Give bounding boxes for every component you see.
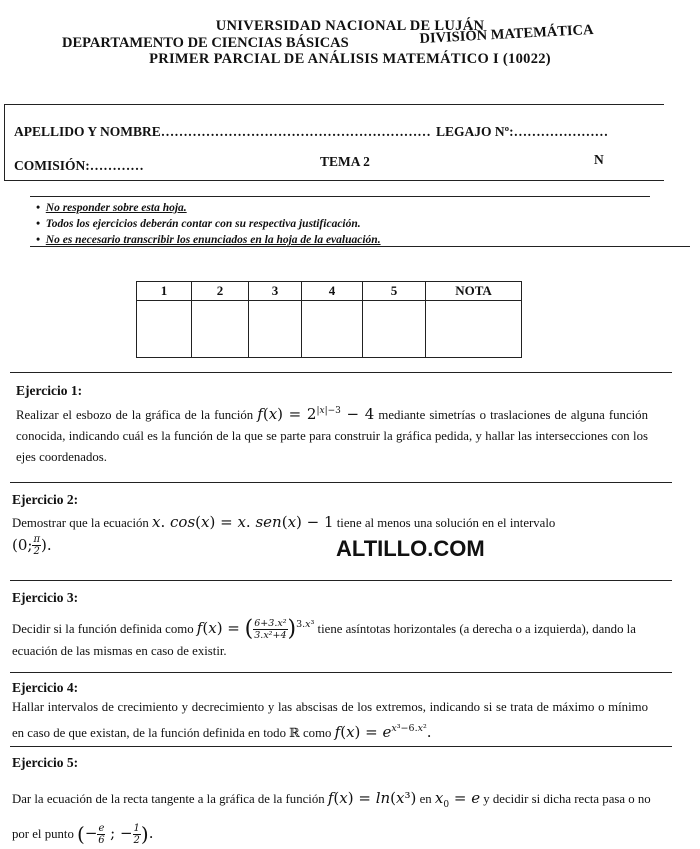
exercise-2-interval: (0; $\frac{\pi}{2}$ ). [12,534,52,557]
grade-cell [137,301,192,358]
note-item: • Todos los ejercicios deberán contar con su respectiva justificación. [36,218,361,230]
grade-header: NOTA [426,282,522,301]
separator [10,672,672,673]
legajo-field-label: LEGAJO Nº:………………… [436,124,609,139]
grade-cell [363,301,426,358]
exercise-2-title: Ejercicio 2: [12,492,79,507]
tema-label: TEMA 2 [320,154,370,169]
division-name: DIVISIÓN MATEMÁTICA [419,21,594,48]
exercise-2-formula: x. cos(x) = x. sen(x) − 1 [152,513,334,531]
grade-header: 1 [137,282,192,301]
notes-list [36,200,381,248]
form-top-border [4,104,664,105]
n-label: N [594,152,604,167]
grades-table [136,281,522,358]
exercise-5-point: $x_0 = e$ [434,789,481,810]
separator [10,746,672,747]
form-bottom-border [4,180,664,181]
grade-cell [302,301,363,358]
department-name: DEPARTAMENTO DE CIENCIAS BÁSICAS [62,35,349,51]
exercise-1-text: Realizar el esbozo de la gráfica de la función $f(x) = 2^{|x|-3} - 4$ mediante simetrías o traslaciones de alguna función conocida, indicando cuál es la función de la que se parte para construir la gráfica pedida, y hallar las intersecciones con los ejes coordenados. [16,405,648,464]
grade-header: 3 [249,282,302,301]
exercise-3-formula: f(x) = ( $\frac{\text{6+3.x²}}{\text{3.x²+4}}$ )$^{3.x^3}$ [196,616,315,642]
exam-title: PRIMER PARCIAL DE ANÁLISIS MATEMÁTICO I (10022) [149,51,551,67]
separator [10,482,672,483]
grade-header: 2 [192,282,249,301]
exercise-4-title: Ejercicio 4: [12,680,79,695]
exercise-5-title: Ejercicio 5: [12,755,79,770]
watermark: ALTILLO.COM [336,536,485,561]
university-name: UNIVERSIDAD NACIONAL DE LUJÁN [215,18,485,34]
grade-cell [426,301,522,358]
comision-field-label: COMISIÓN:………… [14,158,144,173]
grade-cell [249,301,302,358]
notes-bottom-line [30,246,690,247]
exercise-3-text: Decidir si la función definida como f(x) = ( $\frac{\text{6+3.x²}}{\text{3.x²+4}}$ )$^{3.x^3}$ tiene asíntotas horizontales (a derecha o a izquierda), dando la ecuación de las mismas en caso de existir. [12,616,636,658]
separator [10,372,672,373]
exercise-4-formula: $f(x) = e^{x^3-6.x^2}$. [334,723,432,741]
exercise-4-text: Hallar intervalos de crecimiento y decrecimiento y las abscisas de los extremos, indicando si se trata de máximo o mínimo en caso de que existan, de la función definida en todo ℝ como $f(x) = e^{x^3-6.x^2}$. [12,700,648,741]
exercise-5-formula: f(x) = ln(x³) [327,789,417,807]
grade-header: 4 [302,282,363,301]
separator [10,580,672,581]
exercise-1-formula: $f(x) = 2^{|x|-3} - 4$ [257,405,375,423]
form-left-border [4,104,5,180]
notes-top-line [30,196,650,197]
note-item: • No responder sobre esta hoja. [36,202,187,214]
name-field-label: APELLIDO Y NOMBRE…………………………………………………… [14,124,431,139]
exercise-1-title: Ejercicio 1: [16,383,83,398]
exercise-5-text: Dar la ecuación de la recta tangente a la gráfica de la función f(x) = ln(x³) en $x_0 = e$ y decidir si dicha recta pasa o no por el punto (− $\frac{e}{6}$ ; − $\frac{1}{2}$ ). [12,789,651,846]
grade-cell [192,301,249,358]
exercise-2-text: Demostrar que la ecuación x. cos(x) = x. sen(x) − 1 tiene al menos una solución en el intervalo (0; $\frac{\pi}{2}$ ). [12,513,556,557]
note-item: • No es necesario transcribir los enunciados en la hoja de la evaluación. [36,234,381,246]
exercise-3-title: Ejercicio 3: [12,590,79,605]
grade-header: 5 [363,282,426,301]
exercise-5-point2: (− $\frac{e}{6}$ ; − $\frac{1}{2}$ ). [77,822,154,846]
